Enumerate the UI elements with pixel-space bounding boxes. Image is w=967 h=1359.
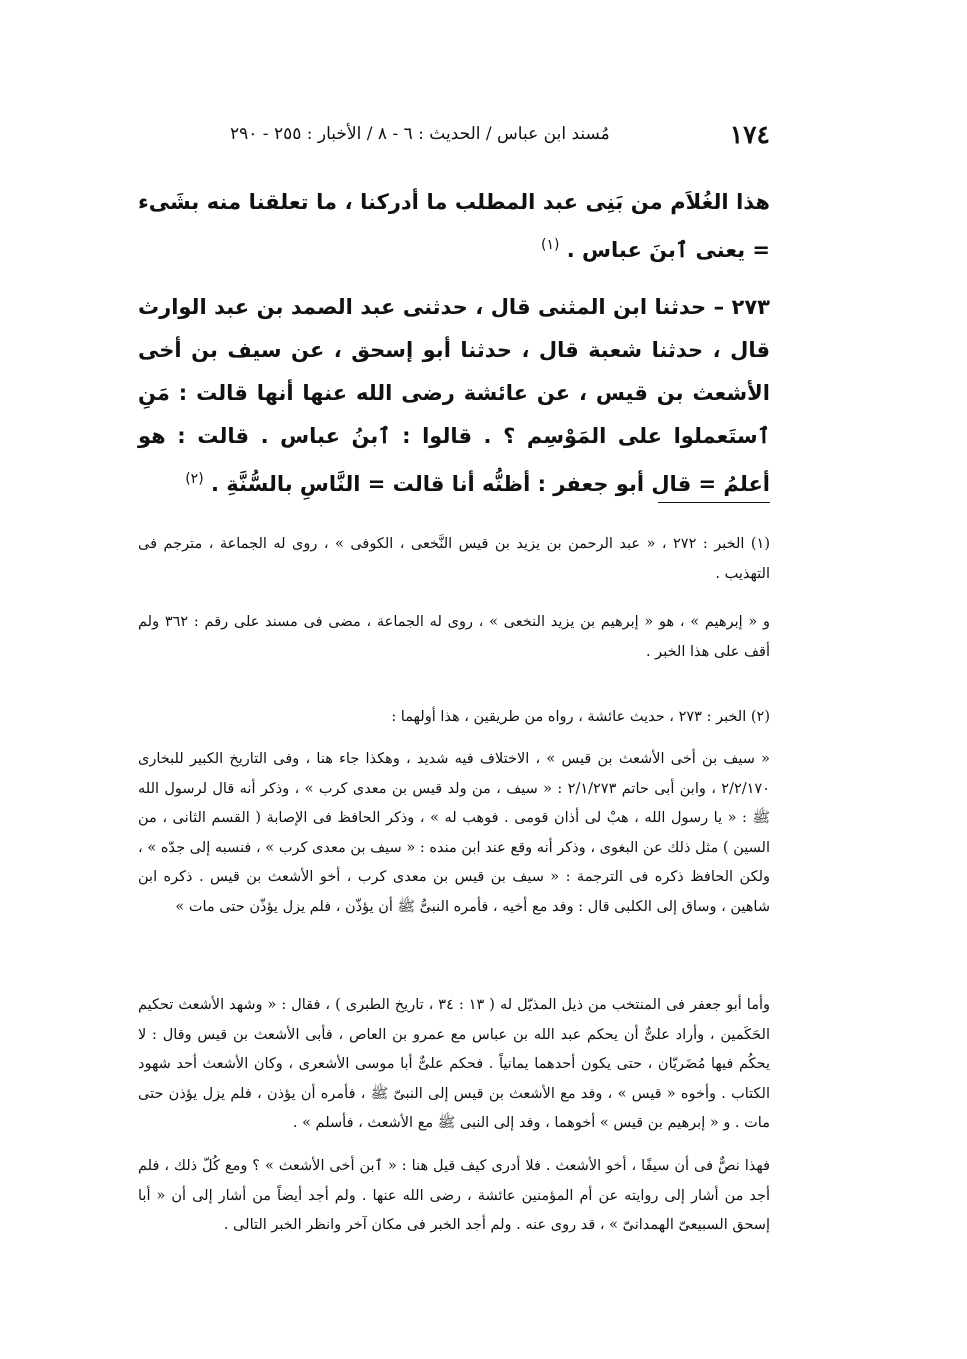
footnote-2-paragraph-a: « سيف بن أخى الأشعث بن قيس » ، الاختلاف فيه شديد ، وهكذا جاء هنا ، وفى التاريخ الكبير للبخارى ٢/٢/١٧٠ ، وابن أبى حاتم ٢/١/٢٧٣ : « سيف ، من ولد قيس بن معدى كرب » ، وذكر أنه قال لرسول الله ﷺ : « يا رسول الله ، هبْ لى أذان قومى . فوهب له » ، وذكر الحافظ فى الإصابة ( القسم الثانى ، من السين ) مثل ذلك عن البغوى ، وذكر أنه وقع عند ابن منده : « سيف بن معدى كرب » ، فنسبه إلى جدّه » ، ولكن الحافظ ذكره فى الترجمة : « سيف بن قيس بن معدى كرب ، أخو الأشعث بن قيس . ذكره ابن شاهين ، وساق إلى الكلبى قال : وفد مع أخيه ، فأمره النبىُّ ﷺ أن يؤذّن ، فلم يزل يؤذّن حتى مات » [138, 751, 771, 915]
footnote-2-paragraph-b: وأما أبو جعفر فى المنتخب من ذيل المذيّل له ( ١٣ : ٣٤ ، تاريخ الطبرى ) ، فقال : « وشهد الأشعث تحكيم الحَكَمين ، وأراد علىٌّ أن يحكم عبد الله بن عباس مع عمرو بن العاص ، فأبى الأشعث بن قيس وقال : لا يحكُم فيها مُضَريّان ، حتى يكون أحدهما يمانياً . فحكم علىٌّ أبا موسى الأشعرى ، وكان الأشعث أحد شهود الكتاب . وأخوه « قيس » ، وفد مع الأشعث بن قيس إلى النبىّ ﷺ ، فأمره أن يؤذن ، فلم يزل يؤذن حتى مات . و « إبرهيم بن قيس » أخوهما ، وفد إلى النبى ﷺ مع الأشعث ، فأسلم » . [138, 997, 770, 1131]
page-header [230, 118, 770, 150]
page-number: ١٧٤ [729, 119, 770, 149]
main-paragraph-1 [138, 181, 770, 272]
running-head: مُسند ابن عباس / الحديث : ٦ - ٨ / الأخبار : ٢٥٥ - ٢٩٠ [230, 124, 610, 144]
para-2-text: ٢٧٣ – حدثنا ابن المثنى قال ، حدثنى عبد الصمد بن عبد الوارث قال ، حدثنا شعبة قال ، حدثنا أبو إسحق ، عن سيف بن أخى الأشعث بن قيس ، عن عائشة رضى الله عنها أنها قالت : مَنِ ٱستَعملوا على المَوْسِم ؟ . قالوا : ٱبنُ عباس . قالت : هو أعلمُ = قال أبو جعفر : أظنُّه أنا قالت = النَّاسِ بالسُّنَّةِ . [138, 295, 770, 496]
para-1-text: هذا الغُلاَم من بَنِى عبد المطلب ما أدركنا ، ما تعلقنا منه بشَىء = يعنى ٱبنَ عباس . [138, 190, 770, 262]
footnote-ref-2: (٢) [185, 471, 204, 487]
footnote-ref-1: (١) [540, 237, 560, 253]
footnote-2: (٢) الخبر : ٢٧٣ ، حديث عائشة ، رواه من طريقين ، هذا أولهما : [391, 709, 770, 725]
main-paragraph-2 [138, 286, 770, 506]
footnote-2-paragraph-c: فهذا نصٌّ فى أن سيفًا ، أخو الأشعث . فلا أدرى كيف قيل هنا : « ٱبن أخى الأشعث » ؟ ومع كُلّ ذلك ، فلم أجد من أشار إلى روايته عن أم المؤمنين عائشة ، رضى الله عنها . ولم أجد أيضاً من أشار إلى أن « أبا إسحق السبيعىّ الهمدانىّ » ، قد روى عنه . ولم أجد الخبر فى مكان آخر وانظر الخبر التالى . [138, 1158, 770, 1233]
footnote-divider [658, 502, 770, 503]
footnote-1: (١) الخبر : ٢٧٢ ، « عبد الرحمن بن يزيد بن قيس النَّخعى ، الكوفى » ، روى له الجماعة ، مترجم فى التهذيب . [138, 536, 770, 582]
footnote-1-continued: و « إبرهيم » ، هو « إبرهيم بن يزيد النخعى » ، روى له الجماعة ، مضى فى مسند على رقم : ٣٦٢ ولم أقف على هذا الخبر . [138, 614, 770, 660]
